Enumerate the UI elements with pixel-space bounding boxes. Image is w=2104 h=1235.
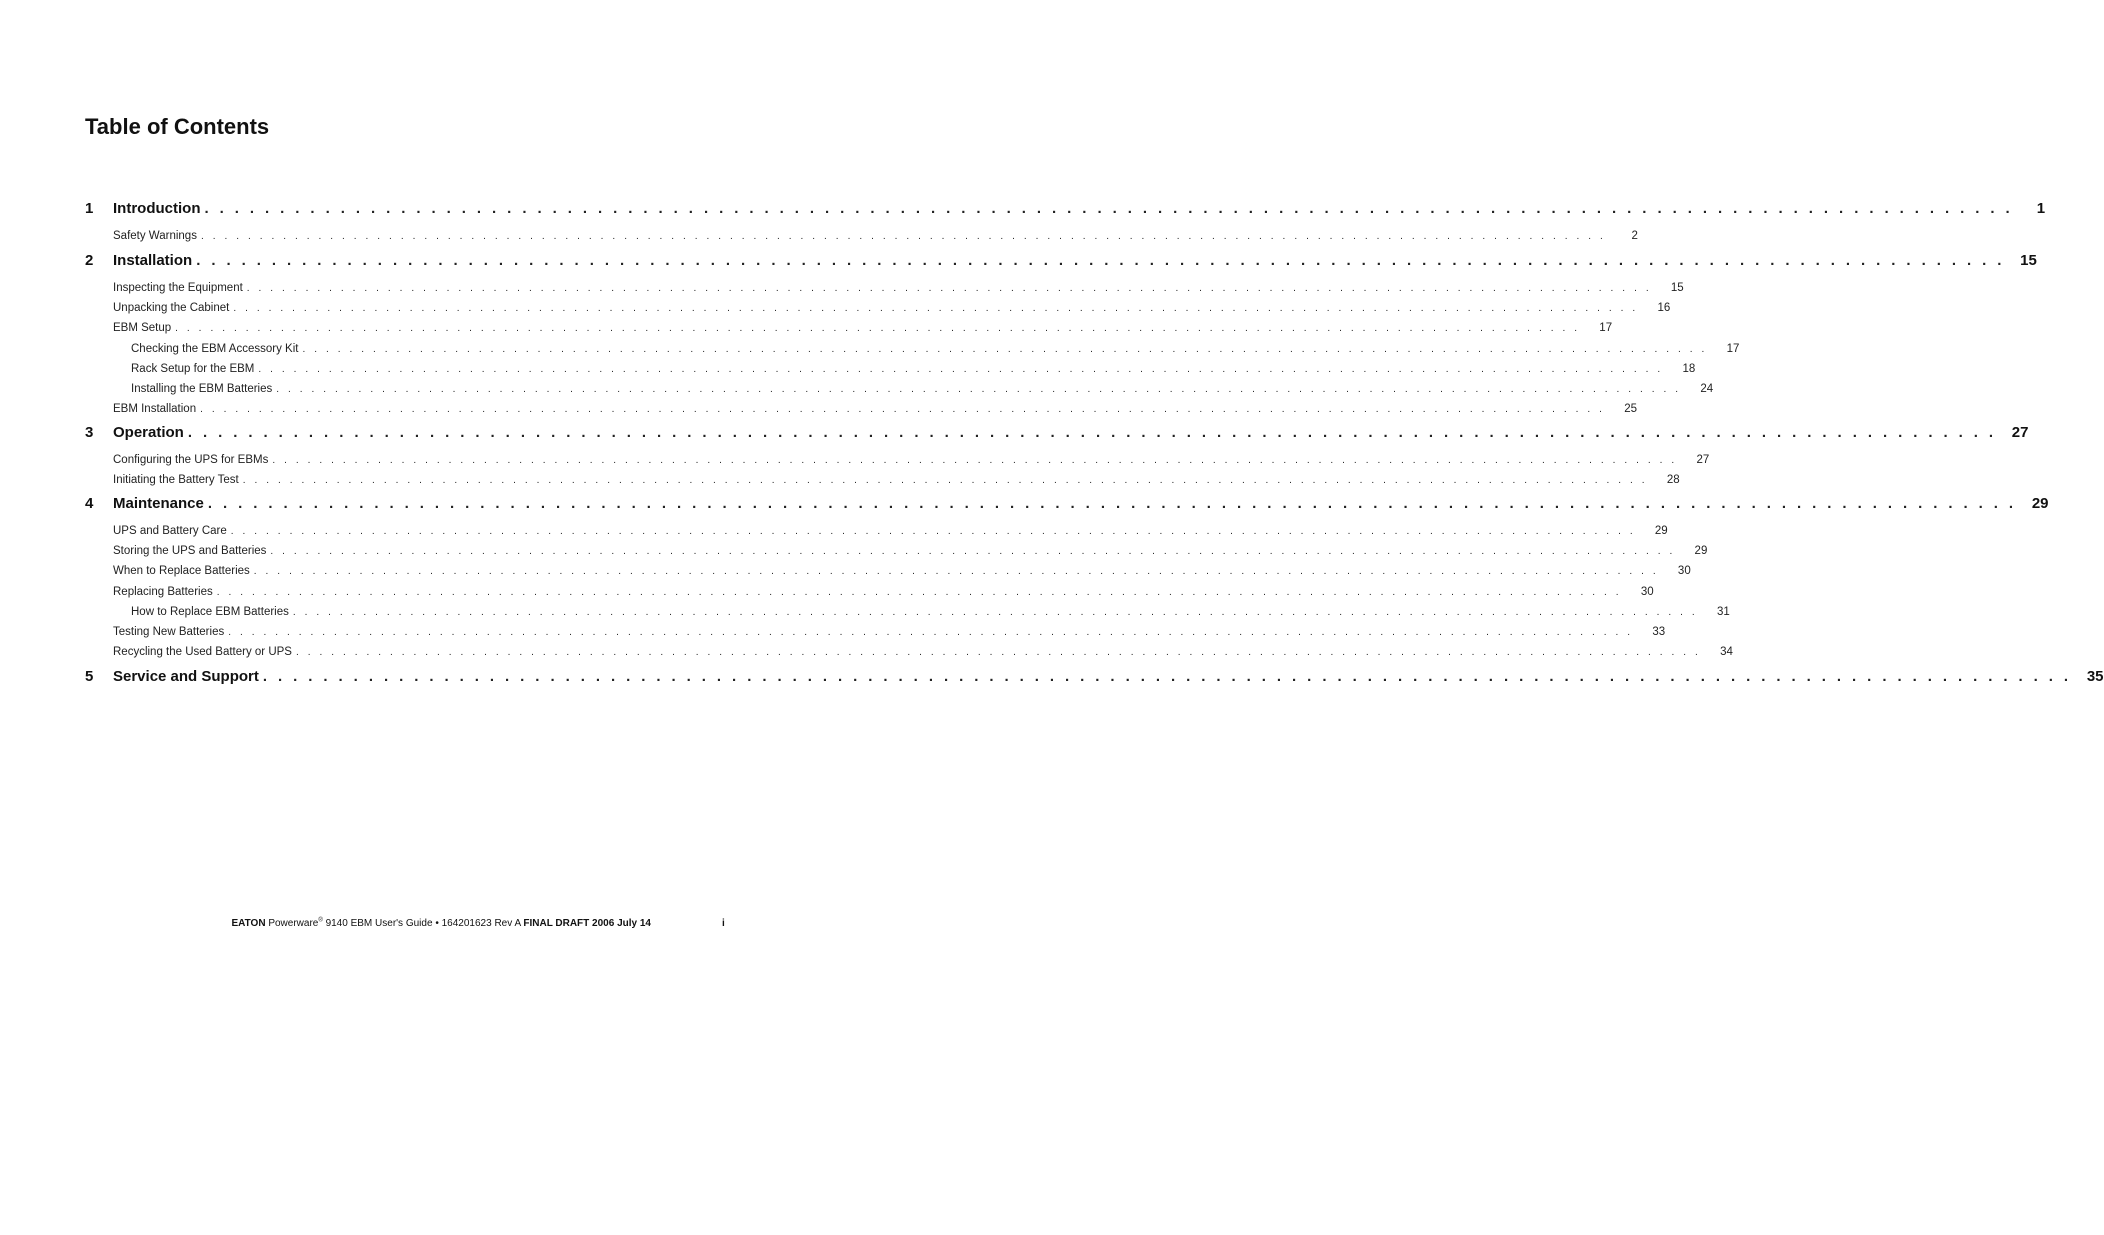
toc-section-title: Initiating the Battery Test <box>113 474 239 487</box>
toc-dot-leader: . . . . . . . . . . . . . . . . . . . . . . . . . . . . . . . . . . . . . . . . . . . . . . . . . . . . . . . . . . . . . . . . . . . . . . . . . . . . . . . . . . . . . . . . . . . . . . . . . . . . . . . . . . . . . . . . . . . . . . . . <box>258 363 1664 375</box>
toc-chapter-page: 35 <box>2086 668 2104 685</box>
toc-subsection[interactable] <box>85 604 1730 620</box>
toc-section-title: Storing the UPS and Batteries <box>113 545 267 558</box>
toc-dot-leader: . . . . . . . . . . . . . . . . . . . . . . . . . . . . . . . . . . . . . . . . . . . . . . . . . . . . . . . . . . . . . . . . . . . . . . . . . . . . . . . . . . . . . . . . . . . . . . . . . . . . . . . . . . . . . . . . . . . . . . . . <box>302 343 1708 355</box>
toc-section-page: 16 <box>1657 302 1671 315</box>
toc-section-title: Checking the EBM Accessory Kit <box>131 342 299 355</box>
toc-section-title: Safety Warnings <box>113 230 197 242</box>
toc-chapter-number: 1 <box>85 200 94 217</box>
footer-product: Powerware <box>268 918 319 929</box>
toc-dot-leader: . . . . . . . . . . . . . . . . . . . . . . . . . . . . . . . . . . . . . . . . . . . . . . . . . . . . . . . . . . . . . . . . . . . . . . . . . . . . . . . . . . . . . . . . . . . . . . . . . . . . . . . . . . . . . . . . . . . . . . . . <box>272 455 1678 466</box>
toc-dot-leader: . . . . . . . . . . . . . . . . . . . . . . . . . . . . . . . . . . . . . . . . . . . . . . . . . . . . . . . . . . . . . . . . . . . . . . . . . . . . . . . . . . . . . . . . . . . . . . . . . . . . . . . . . . . . . . . . . . . . . . . . <box>233 303 1639 315</box>
toc-section[interactable] <box>85 624 1666 640</box>
toc-chapter[interactable] <box>85 494 2049 514</box>
toc-dot-leader: . . . . . . . . . . . . . . . . . . . . . . . . . . . . . . . . . . . . . . . . . . . . . . . . . . . . . . . . . . . . . . . . . . . . . . . . . . . . . . . . . . . . . . . . . . . . . . . . . . . . . . . . . . . . . . . . . . . . . . . . <box>187 424 1997 441</box>
toc-dot-leader: . . . . . . . . . . . . . . . . . . . . . . . . . . . . . . . . . . . . . . . . . . . . . . . . . . . . . . . . . . . . . . . . . . . . . . . . . . . . . . . . . . . . . . . . . . . . . . . . . . . . . . . . . . . . . . . . . . . . . . . . <box>207 495 2017 512</box>
toc-section-title: UPS and Battery Care <box>113 525 227 537</box>
toc-section-page: 30 <box>1677 565 1691 578</box>
toc-chapter-number: 3 <box>85 424 94 441</box>
footer-guide: 9140 EBM User's Guide <box>325 918 433 929</box>
toc-dot-leader: . . . . . . . . . . . . . . . . . . . . . . . . . . . . . . . . . . . . . . . . . . . . . . . . . . . . . . . . . . . . . . . . . . . . . . . . . . . . . . . . . . . . . . . . . . . . . . . . . . . . . . . . . . . . . . . . . . . . . . . . <box>295 647 1701 659</box>
toc-section-title: Recycling the Used Battery or UPS <box>113 646 292 659</box>
toc-section-title: EBM Installation <box>113 403 197 416</box>
toc-section-page: 18 <box>1682 362 1696 375</box>
footer-registered-mark: ® <box>318 917 323 924</box>
toc-section-page: 33 <box>1652 626 1666 638</box>
toc-dot-leader: . . . . . . . . . . . . . . . . . . . . . . . . . . . . . . . . . . . . . . . . . . . . . . . . . . . . . . . . . . . . . . . . . . . . . . . . . . . . . . . . . . . . . . . . . . . . . . . . . . . . . . . . . . . . . . . . . . . . . . . . <box>292 606 1698 618</box>
toc-section[interactable] <box>85 472 1680 488</box>
toc-section-title: Replacing Batteries <box>113 585 213 598</box>
toc-section[interactable] <box>85 280 1684 296</box>
footer-bullet: • <box>435 918 439 929</box>
toc-chapter-page: 15 <box>2020 252 2037 269</box>
toc-section-title: Testing New Batteries <box>113 626 225 638</box>
toc-chapter[interactable] <box>85 423 2029 443</box>
toc-dot-leader: . . . . . . . . . . . . . . . . . . . . . . . . . . . . . . . . . . . . . . . . . . . . . . . . . . . . . . . . . . . . . . . . . . . . . . . . . . . . . . . . . . . . . . . . . . . . . . . . . . . . . . . . . . . . . . . . . . . . . . . . <box>228 627 1634 638</box>
toc-section-page: 29 <box>1654 525 1668 537</box>
toc-chapter-number: 2 <box>85 252 94 269</box>
toc-dot-leader: . . . . . . . . . . . . . . . . . . . . . . . . . . . . . . . . . . . . . . . . . . . . . . . . . . . . . . . . . . . . . . . . . . . . . . . . . . . . . . . . . . . . . . . . . . . . . . . . . . . . . . . . . . . . . . . . . . . . . . . . <box>216 586 1622 598</box>
toc-section[interactable] <box>85 300 1671 316</box>
toc-dot-leader: . . . . . . . . . . . . . . . . . . . . . . . . . . . . . . . . . . . . . . . . . . . . . . . . . . . . . . . . . . . . . . . . . . . . . . . . . . . . . . . . . . . . . . . . . . . . . . . . . . . . . . . . . . . . . . . . . . . . . . . . <box>262 668 2072 685</box>
toc-section-page: 2 <box>1631 230 1638 242</box>
toc-chapter-title: Maintenance <box>113 495 204 512</box>
toc-chapter-title: Introduction <box>113 200 201 217</box>
toc-section[interactable] <box>85 543 1708 559</box>
toc-subsection[interactable] <box>85 361 1696 377</box>
toc-section[interactable] <box>85 644 1733 660</box>
toc-section[interactable] <box>85 563 1691 579</box>
toc-section-page: 17 <box>1726 342 1740 355</box>
toc-dot-leader: . . . . . . . . . . . . . . . . . . . . . . . . . . . . . . . . . . . . . . . . . . . . . . . . . . . . . . . . . . . . . . . . . . . . . . . . . . . . . . . . . . . . . . . . . . . . . . . . . . . . . . . . . . . . . . . . . . . . . . . . <box>246 283 1652 294</box>
toc-section-title: Configuring the UPS for EBMs <box>113 454 269 466</box>
toc-section-page: 24 <box>1700 383 1714 395</box>
footer-brand: EATON <box>231 918 266 929</box>
toc-subsection[interactable] <box>85 341 1740 357</box>
toc-section-title: Installing the EBM Batteries <box>131 383 273 395</box>
toc-dot-leader: . . . . . . . . . . . . . . . . . . . . . . . . . . . . . . . . . . . . . . . . . . . . . . . . . . . . . . . . . . . . . . . . . . . . . . . . . . . . . . . . . . . . . . . . . . . . . . . . . . . . . . . . . . . . . . . . . . . . . . . . <box>276 384 1682 395</box>
toc-chapter-page: 29 <box>2031 495 2049 512</box>
footer-page-number: i <box>722 918 725 929</box>
footer-draft: FINAL DRAFT 2006 July 14 <box>523 918 651 929</box>
toc-chapter-page: 27 <box>2011 424 2029 441</box>
toc-section-page: 29 <box>1694 545 1708 558</box>
toc-section[interactable] <box>85 584 1654 600</box>
toc-section-page: 25 <box>1624 403 1638 416</box>
toc-dot-leader: . . . . . . . . . . . . . . . . . . . . . . . . . . . . . . . . . . . . . . . . . . . . . . . . . . . . . . . . . . . . . . . . . . . . . . . . . . . . . . . . . . . . . . . . . . . . . . . . . . . . . . . . . . . . . . . . . . . . . . . . <box>175 323 1581 335</box>
toc-section[interactable] <box>85 401 1638 417</box>
toc-chapter-number: 5 <box>85 668 94 685</box>
toc-section-title: Rack Setup for the EBM <box>131 362 255 375</box>
toc-dot-leader: . . . . . . . . . . . . . . . . . . . . . . . . . . . . . . . . . . . . . . . . . . . . . . . . . . . . . . . . . . . . . . . . . . . . . . . . . . . . . . . . . . . . . . . . . . . . . . . . . . . . . . . . . . . . . . . . . . . . . . . . <box>270 546 1676 558</box>
toc-chapter-title: Operation <box>113 424 184 441</box>
toc-chapter-title: Installation <box>113 252 193 269</box>
toc-section[interactable] <box>85 452 1710 468</box>
toc-section[interactable] <box>85 523 1668 539</box>
toc-dot-leader: . . . . . . . . . . . . . . . . . . . . . . . . . . . . . . . . . . . . . . . . . . . . . . . . . . . . . . . . . . . . . . . . . . . . . . . . . . . . . . . . . . . . . . . . . . . . . . . . . . . . . . . . . . . . . . . . . . . . . . . . <box>230 526 1636 537</box>
toc-section-page: 15 <box>1670 282 1684 294</box>
toc-section[interactable] <box>85 320 1613 336</box>
toc-section-page: 27 <box>1696 454 1710 466</box>
toc-section-page: 34 <box>1720 646 1733 659</box>
page-title: Table of Contents <box>85 114 270 139</box>
toc-section-title: EBM Setup <box>113 322 172 335</box>
toc-dot-leader: . . . . . . . . . . . . . . . . . . . . . . . . . . . . . . . . . . . . . . . . . . . . . . . . . . . . . . . . . . . . . . . . . . . . . . . . . . . . . . . . . . . . . . . . . . . . . . . . . . . . . . . . . . . . . . . . . . . . . . . . <box>200 231 1606 242</box>
toc-chapter[interactable] <box>85 251 2037 271</box>
toc-dot-leader: . . . . . . . . . . . . . . . . . . . . . . . . . . . . . . . . . . . . . . . . . . . . . . . . . . . . . . . . . . . . . . . . . . . . . . . . . . . . . . . . . . . . . . . . . . . . . . . . . . . . . . . . . . . . . . . . . . . . . . . . <box>253 566 1659 578</box>
toc-section-title: How to Replace EBM Batteries <box>131 605 289 618</box>
toc-section-page: 28 <box>1666 474 1680 487</box>
toc-dot-leader: . . . . . . . . . . . . . . . . . . . . . . . . . . . . . . . . . . . . . . . . . . . . . . . . . . . . . . . . . . . . . . . . . . . . . . . . . . . . . . . . . . . . . . . . . . . . . . . . . . . . . . . . . . . . . . . . . . . . . . . . <box>196 252 2005 269</box>
toc-section-title: When to Replace Batteries <box>113 565 250 578</box>
toc-chapter[interactable] <box>85 199 2046 219</box>
toc-section-page: 30 <box>1640 585 1654 598</box>
toc-subsection[interactable] <box>85 381 1714 397</box>
toc-dot-leader: . . . . . . . . . . . . . . . . . . . . . . . . . . . . . . . . . . . . . . . . . . . . . . . . . . . . . . . . . . . . . . . . . . . . . . . . . . . . . . . . . . . . . . . . . . . . . . . . . . . . . . . . . . . . . . . . . . . . . . . . <box>242 475 1648 487</box>
toc-chapter-title: Service and Support <box>113 668 259 685</box>
toc-dot-leader: . . . . . . . . . . . . . . . . . . . . . . . . . . . . . . . . . . . . . . . . . . . . . . . . . . . . . . . . . . . . . . . . . . . . . . . . . . . . . . . . . . . . . . . . . . . . . . . . . . . . . . . . . . . . . . . . . . . . . . . . <box>200 404 1606 416</box>
toc-chapter-number: 4 <box>85 495 94 512</box>
footer-line <box>231 918 651 929</box>
toc-section-page: 31 <box>1717 605 1730 618</box>
toc-section-page: 17 <box>1599 322 1613 335</box>
toc-section-title: Unpacking the Cabinet <box>113 302 230 315</box>
toc-chapter-page: 1 <box>2036 200 2046 217</box>
toc-section-title: Inspecting the Equipment <box>113 282 243 294</box>
toc-chapter[interactable] <box>85 667 2104 687</box>
toc-dot-leader: . . . . . . . . . . . . . . . . . . . . . . . . . . . . . . . . . . . . . . . . . . . . . . . . . . . . . . . . . . . . . . . . . . . . . . . . . . . . . . . . . . . . . . . . . . . . . . . . . . . . . . . . . . . . . . . . . . . . . . . . <box>204 200 2014 217</box>
toc-section[interactable] <box>85 228 1638 244</box>
footer-docnum: 164201623 Rev A <box>441 918 521 929</box>
page-footer <box>0 918 954 934</box>
